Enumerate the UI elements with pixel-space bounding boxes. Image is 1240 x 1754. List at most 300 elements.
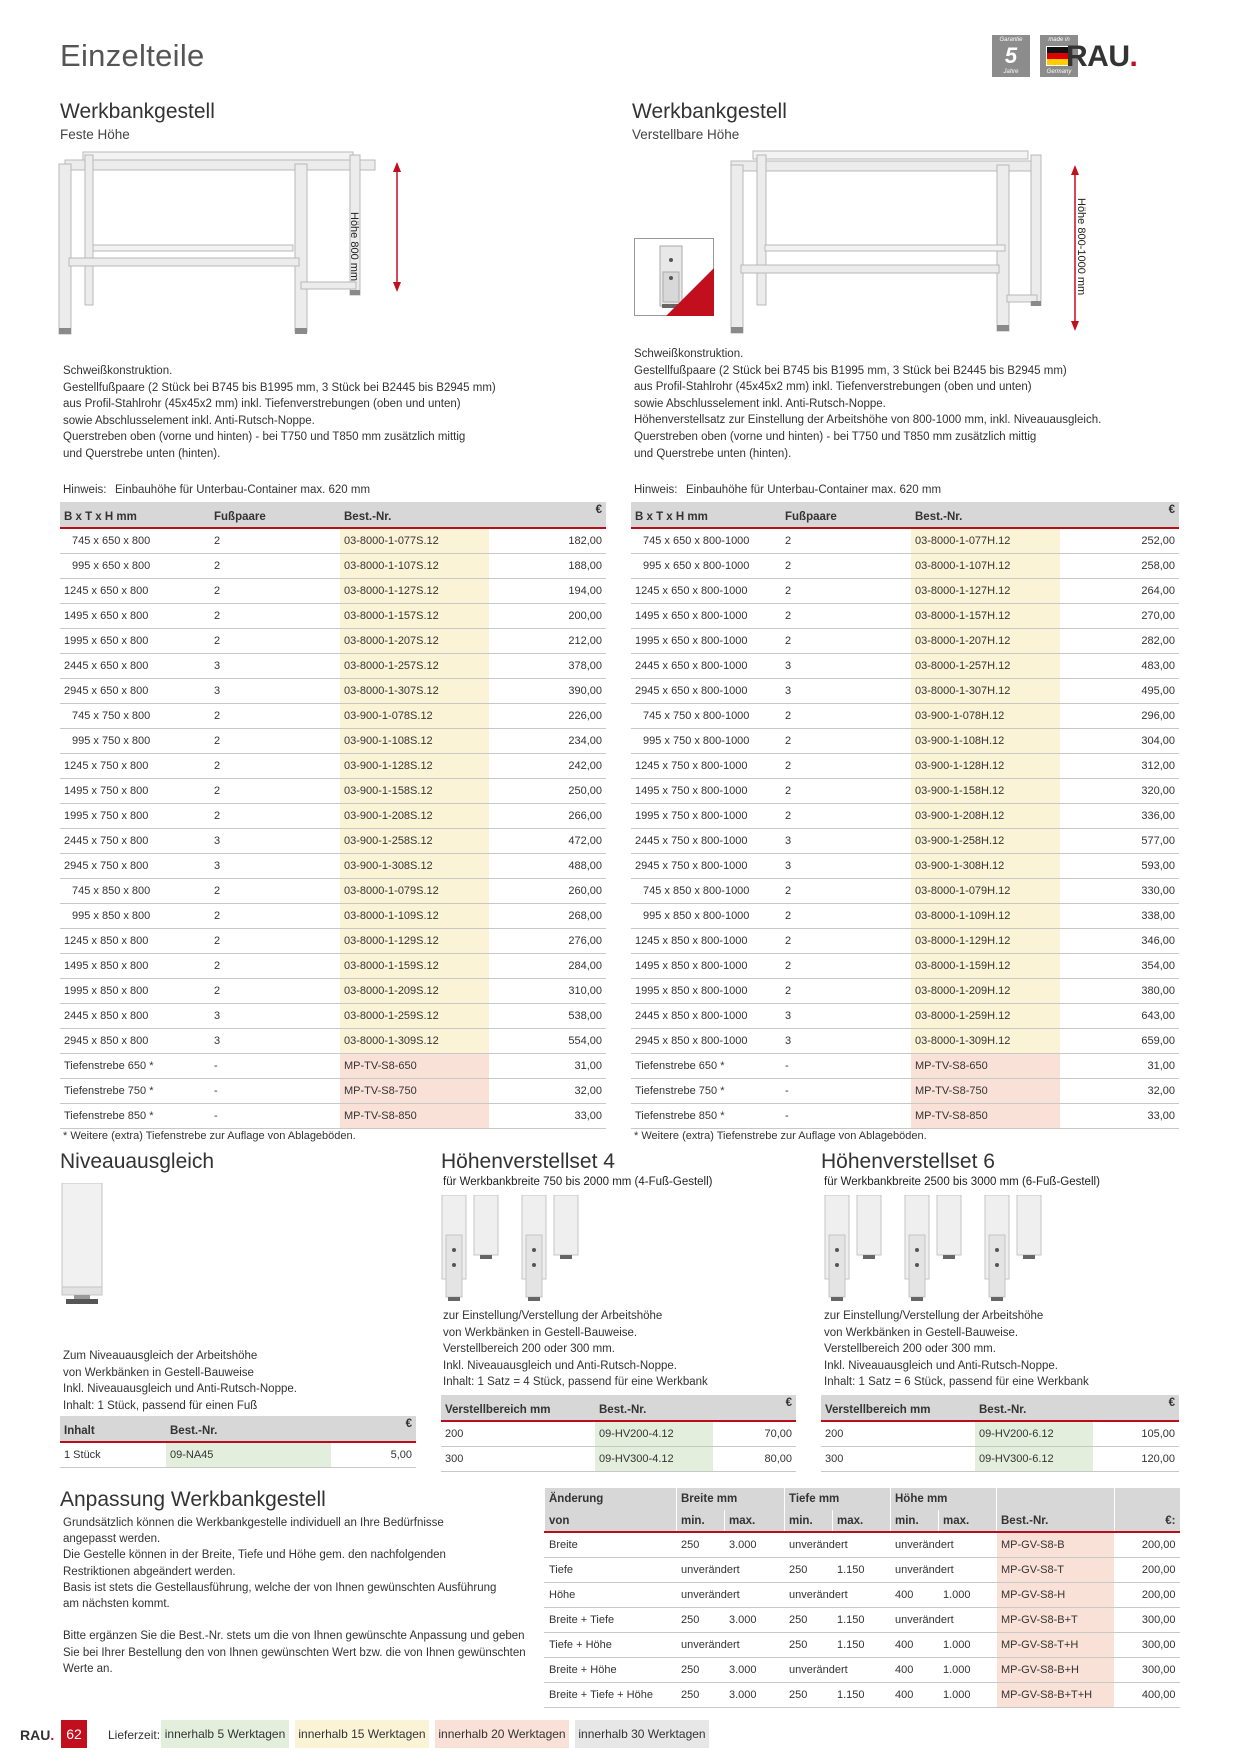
row-order-number: 09-HV200-6.12: [975, 1421, 1093, 1446]
row-pairs: 2: [781, 703, 911, 728]
row-price: 310,00: [489, 978, 606, 1003]
row-price: 234,00: [489, 728, 606, 753]
row-price: 188,00: [489, 553, 606, 578]
row-price: 194,00: [489, 578, 606, 603]
row-price: 488,00: [489, 853, 606, 878]
table-row: [60, 578, 606, 603]
row-pairs: 2: [210, 728, 340, 753]
row-price: 312,00: [1060, 753, 1179, 778]
row-order-number: 03-8000-1-157H.12: [911, 603, 1060, 628]
verst-title: Werkbankgestell: [632, 100, 787, 123]
row-pairs: 2: [781, 778, 911, 803]
col-nr: Best.-Nr.: [997, 1510, 1115, 1532]
row-order-number: 03-900-1-258S.12: [340, 828, 489, 853]
col-nr: Best.-Nr.: [166, 1416, 331, 1442]
row-order-number: 09-HV300-6.12: [975, 1446, 1093, 1471]
row-dimension: 2445 x 850 x 800-1000: [631, 1003, 781, 1028]
col-dim: B x T x H mm: [60, 502, 210, 528]
row-price: 120,00: [1093, 1446, 1179, 1471]
row-price: 182,00: [489, 528, 606, 553]
table-row: [545, 1532, 1180, 1557]
row-price: 268,00: [489, 903, 606, 928]
row-order-number: 03-8000-1-157S.12: [340, 603, 489, 628]
table-row: [60, 753, 606, 778]
row-price: 260,00: [489, 878, 606, 903]
row-dimension: Tiefenstrebe 650 *: [631, 1053, 781, 1078]
row-pairs: 3: [781, 828, 911, 853]
table-row: [631, 553, 1179, 578]
hv6-subtitle: für Werkbankbreite 2500 bis 3000 mm (6-Fuß-Gestell): [824, 1176, 1100, 1188]
guarantee-bottom-text: Jahre: [1003, 69, 1019, 75]
row-dimension: 995 x 850 x 800: [60, 903, 210, 928]
hv6-price-table: [821, 1395, 1179, 1472]
row-order-number: 03-8000-1-209H.12: [911, 978, 1060, 1003]
col-verstellbereich: Verstellbereich mm: [441, 1395, 595, 1421]
row-pairs: 2: [210, 953, 340, 978]
row-pairs: 2: [781, 728, 911, 753]
table-row: [821, 1446, 1179, 1471]
row-pairs: 2: [210, 703, 340, 728]
table-row: [631, 828, 1179, 853]
row-order-number: 03-8000-1-079H.12: [911, 878, 1060, 903]
hv4-subtitle: für Werkbankbreite 750 bis 2000 mm (4-Fuß-Gestell): [443, 1176, 713, 1188]
row-tiefe-unchanged: unverändert: [785, 1582, 891, 1607]
row-pairs: 2: [781, 578, 911, 603]
row-price: 270,00: [1060, 603, 1179, 628]
row-price: 346,00: [1060, 928, 1179, 953]
table-row: [60, 1003, 606, 1028]
table-row: [631, 628, 1179, 653]
row-pairs: 3: [210, 853, 340, 878]
row-order-number: 03-8000-1-259S.12: [340, 1003, 489, 1028]
table-row: [631, 803, 1179, 828]
niveau-title: Niveauausgleich: [60, 1150, 215, 1173]
table-row: [60, 703, 606, 728]
row-order-number: MP-TV-S8-650: [911, 1053, 1060, 1078]
row-order-number: 03-8000-1-257S.12: [340, 653, 489, 678]
row-order-number: 09-HV300-4.12: [595, 1446, 713, 1471]
row-pairs: 3: [781, 678, 911, 703]
row-pairs: 3: [210, 1003, 340, 1028]
row-pairs: 3: [781, 853, 911, 878]
row-price: 70,00: [713, 1421, 796, 1446]
hv6-title: Höhenverstellset 6: [821, 1150, 995, 1173]
row-price: 643,00: [1060, 1003, 1179, 1028]
rau-logo-text: RAU: [1066, 40, 1130, 73]
row-price: 304,00: [1060, 728, 1179, 753]
row-price: 252,00: [1060, 528, 1179, 553]
row-pairs: 2: [210, 803, 340, 828]
row-price: 336,00: [1060, 803, 1179, 828]
table-row: [60, 978, 606, 1003]
row-dimension: 1995 x 850 x 800: [60, 978, 210, 1003]
row-order-number: 03-8000-1-209S.12: [340, 978, 489, 1003]
table-row: [631, 1053, 1179, 1078]
verst-hint-label: Hinweis:: [634, 484, 678, 496]
row-dimension: 745 x 850 x 800: [60, 878, 210, 903]
col-eur: €: [1060, 502, 1179, 528]
page-footer: [0, 1720, 1240, 1748]
row-breite-min: 250: [677, 1682, 725, 1707]
fest-hint-label: Hinweis:: [63, 484, 107, 496]
col-nr: Best.-Nr.: [340, 502, 489, 528]
row-breite-unchanged: unverändert: [677, 1557, 785, 1582]
table-row: [60, 728, 606, 753]
row-change-label: Breite + Tiefe + Höhe: [545, 1682, 677, 1707]
row-price: 300,00: [1115, 1607, 1180, 1632]
row-breite-min: 250: [677, 1607, 725, 1632]
made-in-text: made in: [1048, 37, 1070, 43]
row-price: 659,00: [1060, 1028, 1179, 1053]
row-order-number: 03-8000-1-159H.12: [911, 953, 1060, 978]
row-pairs: 3: [210, 828, 340, 853]
height-adjust-set-4-image: [440, 1195, 590, 1310]
table-row: [631, 1003, 1179, 1028]
row-price: 472,00: [489, 828, 606, 853]
row-price: 593,00: [1060, 853, 1179, 878]
col-nr: Best.-Nr.: [975, 1395, 1093, 1421]
row-price: 296,00: [1060, 703, 1179, 728]
col-hoehe-min: min.: [891, 1510, 939, 1532]
delivery-chip-30: innerhalb 30 Werktagen: [575, 1720, 709, 1748]
row-dimension: Tiefenstrebe 650 *: [60, 1053, 210, 1078]
fest-title: Werkbankgestell: [60, 100, 215, 123]
row-tiefe-max: 1.150: [833, 1557, 891, 1582]
row-order-number: 03-900-1-108S.12: [340, 728, 489, 753]
row-dimension: 1245 x 650 x 800-1000: [631, 578, 781, 603]
workbench-frame-adjustable-image: [725, 145, 1085, 355]
delivery-chip-20: innerhalb 20 Werktagen: [435, 1720, 569, 1748]
row-dimension: Tiefenstrebe 750 *: [631, 1078, 781, 1103]
table-row: [631, 728, 1179, 753]
row-dimension: 2445 x 650 x 800-1000: [631, 653, 781, 678]
row-breite-unchanged: unverändert: [677, 1632, 785, 1657]
table-row: [631, 1103, 1179, 1128]
row-pairs: -: [210, 1103, 340, 1128]
row-tiefe-min: 250: [785, 1632, 833, 1657]
lieferzeit-label: Lieferzeit:: [108, 1728, 161, 1742]
table-row: [631, 1028, 1179, 1053]
row-hoehe-unchanged: unverändert: [891, 1557, 997, 1582]
fest-hint-text: Einbauhöhe für Unterbau-Container max. 620 mm: [115, 484, 371, 496]
row-order-number: 03-8000-1-079S.12: [340, 878, 489, 903]
table-row: [60, 953, 606, 978]
row-dimension: 1495 x 850 x 800: [60, 953, 210, 978]
row-value: 300: [441, 1446, 595, 1471]
row-pairs: 2: [781, 603, 911, 628]
row-breite-min: 250: [677, 1532, 725, 1557]
row-price: 483,00: [1060, 653, 1179, 678]
niveau-price-table: [60, 1416, 416, 1468]
row-order-number: MP-TV-S8-850: [340, 1103, 489, 1128]
table-row: [60, 553, 606, 578]
row-dimension: 1495 x 750 x 800: [60, 778, 210, 803]
row-pairs: 2: [210, 603, 340, 628]
row-price: 495,00: [1060, 678, 1179, 703]
row-dimension: 1495 x 750 x 800-1000: [631, 778, 781, 803]
row-tiefe-max: 1.150: [833, 1607, 891, 1632]
row-order-number: MP-GV-S8-B+T: [997, 1607, 1115, 1632]
row-order-number: 03-8000-1-129H.12: [911, 928, 1060, 953]
row-order-number: 03-8000-1-207H.12: [911, 628, 1060, 653]
row-hoehe-max: 1.000: [939, 1682, 997, 1707]
row-pairs: 2: [210, 778, 340, 803]
row-pairs: 2: [210, 928, 340, 953]
table-row: [631, 703, 1179, 728]
row-breite-max: 3.000: [725, 1607, 785, 1632]
table-row: [60, 853, 606, 878]
verst-hint: [634, 484, 941, 496]
table-row: [821, 1421, 1179, 1446]
row-dimension: 1995 x 650 x 800: [60, 628, 210, 653]
rau-logo: RAU.: [1066, 40, 1138, 73]
page-title: Einzelteile: [60, 38, 205, 73]
row-pairs: 2: [781, 753, 911, 778]
row-order-number: MP-GV-S8-B: [997, 1532, 1115, 1557]
verst-description: Schweißkonstruktion. Gestellfußpaare (2 Stück bei B745 bis B1995 mm, 3 Stück bei B2445 bis B2945 mm) aus Profil-Stahlrohr (45x45x2 mm) inkl. Tiefenverstrebungen (oben und unten) sowie Abschlusselement inkl. Anti-Rutsch-Noppe. Höhenverstellsatz zur Einstellung der Arbeitshöhe von 800-1000 mm, inkl. Niveauausgleich. Querstreben oben (vorne und hinten) - bei T750 und T850 mm zusätzlich mittig und Querstrebe unten (hinten).: [634, 348, 1102, 460]
row-dimension: 2445 x 750 x 800-1000: [631, 828, 781, 853]
row-order-number: 03-900-1-158S.12: [340, 778, 489, 803]
guarantee-top-text: Garantie: [999, 37, 1023, 43]
table-row: [545, 1557, 1180, 1582]
row-pairs: 2: [210, 878, 340, 903]
row-price: 105,00: [1093, 1421, 1179, 1446]
table-row: [60, 1103, 606, 1128]
table-row: [631, 528, 1179, 553]
row-price: 200,00: [1115, 1557, 1180, 1582]
row-pairs: 3: [781, 1028, 911, 1053]
row-breite-max: 3.000: [725, 1682, 785, 1707]
row-hoehe-unchanged: unverändert: [891, 1607, 997, 1632]
row-pairs: 3: [781, 1003, 911, 1028]
row-value: 200: [441, 1421, 595, 1446]
table-row: [60, 928, 606, 953]
table-row: [60, 903, 606, 928]
row-dimension: 2945 x 650 x 800-1000: [631, 678, 781, 703]
footer-brand: RAU.: [20, 1727, 55, 1743]
row-order-number: 03-8000-1-077S.12: [340, 528, 489, 553]
row-hoehe-max: 1.000: [939, 1582, 997, 1607]
row-price: 212,00: [489, 628, 606, 653]
row-price: 258,00: [1060, 553, 1179, 578]
row-change-label: Breite + Höhe: [545, 1657, 677, 1682]
row-pairs: 3: [210, 678, 340, 703]
row-order-number: MP-TV-S8-750: [340, 1078, 489, 1103]
row-dimension: 1995 x 750 x 800: [60, 803, 210, 828]
row-order-number: 03-8000-1-109S.12: [340, 903, 489, 928]
row-pairs: 2: [781, 878, 911, 903]
row-pairs: 2: [781, 628, 911, 653]
row-price: 31,00: [489, 1053, 606, 1078]
row-price: 266,00: [489, 803, 606, 828]
row-dimension: 995 x 650 x 800-1000: [631, 553, 781, 578]
row-dimension: 995 x 750 x 800-1000: [631, 728, 781, 753]
row-price: 33,00: [489, 1103, 606, 1128]
col-eur: €: [489, 502, 606, 528]
page-number: 62: [61, 1720, 87, 1748]
row-price: 380,00: [1060, 978, 1179, 1003]
row-pairs: -: [781, 1078, 911, 1103]
row-price: 200,00: [1115, 1582, 1180, 1607]
row-dimension: 1245 x 850 x 800: [60, 928, 210, 953]
row-order-number: 03-900-1-208S.12: [340, 803, 489, 828]
row-order-number: MP-TV-S8-850: [911, 1103, 1060, 1128]
row-order-number: 09-NA45: [166, 1442, 331, 1467]
row-price: 378,00: [489, 653, 606, 678]
row-hoehe-min: 400: [891, 1582, 939, 1607]
row-dimension: 1245 x 750 x 800-1000: [631, 753, 781, 778]
fest-height-label: Höhe 800 mm: [348, 212, 360, 282]
row-pairs: 2: [781, 928, 911, 953]
table-row: [441, 1446, 796, 1471]
row-order-number: 03-8000-1-159S.12: [340, 953, 489, 978]
row-order-number: 03-8000-1-307S.12: [340, 678, 489, 703]
row-order-number: MP-GV-S8-T: [997, 1557, 1115, 1582]
table-row: [545, 1607, 1180, 1632]
table-row: [441, 1421, 796, 1446]
row-pairs: 2: [210, 553, 340, 578]
row-dimension: 2445 x 750 x 800: [60, 828, 210, 853]
verst-price-table: [631, 502, 1179, 1129]
row-order-number: 03-900-1-128H.12: [911, 753, 1060, 778]
row-change-label: Tiefe: [545, 1557, 677, 1582]
hv4-title: Höhenverstellset 4: [441, 1150, 615, 1173]
row-price: 390,00: [489, 678, 606, 703]
row-pairs: 2: [781, 903, 911, 928]
row-dimension: 2945 x 750 x 800-1000: [631, 853, 781, 878]
row-dimension: 1495 x 850 x 800-1000: [631, 953, 781, 978]
row-price: 226,00: [489, 703, 606, 728]
table-row: [60, 1442, 416, 1467]
row-price: 242,00: [489, 753, 606, 778]
row-dimension: 1245 x 850 x 800-1000: [631, 928, 781, 953]
row-hoehe-max: 1.000: [939, 1632, 997, 1657]
table-row: [631, 778, 1179, 803]
row-dimension: Tiefenstrebe 750 *: [60, 1078, 210, 1103]
row-price: 80,00: [713, 1446, 796, 1471]
row-price: 400,00: [1115, 1682, 1180, 1707]
row-order-number: 03-900-1-078H.12: [911, 703, 1060, 728]
row-order-number: 03-900-1-128S.12: [340, 753, 489, 778]
anpassung-description: Grundsätzlich können die Werkbankgestelle individuell an Ihre Bedürfnisse angepasst werden. Die Gestelle können in der Breite, Tiefe und Höhe gem. den nachfolgenden Restriktionen abgeändert werden. Basis ist stets die Gestellausführung, welche der von Ihnen gewünschten Ausführung am nächsten kommt. Bitte ergänzen Sie die Best.-Nr. stets um die von Ihnen gewünschte Anpassung und geben Sie bei Ihrer Bestellung den von Ihnen gewünschten Wert bzw. die von Ihnen gewünschten Werte an.: [63, 1517, 526, 1675]
table-row: [60, 1078, 606, 1103]
verst-subtitle: Verstellbare Höhe: [632, 127, 740, 142]
table-row: [60, 878, 606, 903]
row-hoehe-unchanged: unverändert: [891, 1532, 997, 1557]
row-order-number: MP-GV-S8-B+T+H: [997, 1682, 1115, 1707]
row-price: 538,00: [489, 1003, 606, 1028]
row-breite-min: 250: [677, 1657, 725, 1682]
row-order-number: 03-8000-1-127S.12: [340, 578, 489, 603]
table-row: [60, 603, 606, 628]
row-price: 577,00: [1060, 828, 1179, 853]
height-adjust-set-6-image: [823, 1195, 1063, 1310]
row-change-label: Höhe: [545, 1582, 677, 1607]
row-breite-max: 3.000: [725, 1532, 785, 1557]
row-order-number: 03-8000-1-109H.12: [911, 903, 1060, 928]
row-price: 33,00: [1060, 1103, 1179, 1128]
table-row: [631, 978, 1179, 1003]
row-pairs: 2: [210, 578, 340, 603]
row-hoehe-max: 1.000: [939, 1657, 997, 1682]
table-row: [545, 1582, 1180, 1607]
col-von: von: [545, 1510, 677, 1532]
row-order-number: 03-900-1-308H.12: [911, 853, 1060, 878]
row-dimension: 995 x 650 x 800: [60, 553, 210, 578]
row-change-label: Breite: [545, 1532, 677, 1557]
table-row: [631, 678, 1179, 703]
table-row: [631, 928, 1179, 953]
row-tiefe-min: 250: [785, 1682, 833, 1707]
row-order-number: 03-8000-1-207S.12: [340, 628, 489, 653]
col-nr: Best.-Nr.: [595, 1395, 713, 1421]
row-dimension: Tiefenstrebe 850 *: [60, 1103, 210, 1128]
row-price: 276,00: [489, 928, 606, 953]
row-price: 32,00: [489, 1078, 606, 1103]
row-pairs: -: [210, 1053, 340, 1078]
row-tiefe-min: 250: [785, 1607, 833, 1632]
row-dimension: 2945 x 850 x 800-1000: [631, 1028, 781, 1053]
col-aenderung: Änderung: [545, 1488, 677, 1510]
table-row: [545, 1682, 1180, 1707]
col-eur: €: [713, 1395, 796, 1421]
table-row: [631, 603, 1179, 628]
row-pairs: 2: [781, 953, 911, 978]
row-price: 250,00: [489, 778, 606, 803]
table-row: [631, 653, 1179, 678]
row-value: 300: [821, 1446, 975, 1471]
row-order-number: 03-8000-1-127H.12: [911, 578, 1060, 603]
col-verstellbereich: Verstellbereich mm: [821, 1395, 975, 1421]
row-price: 338,00: [1060, 903, 1179, 928]
row-dimension: 745 x 750 x 800: [60, 703, 210, 728]
col-breite: Breite mm: [677, 1488, 785, 1510]
anpassung-title: Anpassung Werkbankgestell: [60, 1488, 326, 1511]
guarantee-number: 5: [1004, 43, 1018, 68]
col-hoehe-max: max.: [939, 1510, 997, 1532]
table-row: [60, 1053, 606, 1078]
row-price: 284,00: [489, 953, 606, 978]
row-order-number: MP-GV-S8-H: [997, 1582, 1115, 1607]
row-order-number: MP-GV-S8-T+H: [997, 1632, 1115, 1657]
row-order-number: 03-8000-1-259H.12: [911, 1003, 1060, 1028]
table-row: [631, 878, 1179, 903]
row-order-number: 03-900-1-258H.12: [911, 828, 1060, 853]
row-pairs: 2: [781, 553, 911, 578]
row-order-number: 03-8000-1-309S.12: [340, 1028, 489, 1053]
row-hoehe-min: 400: [891, 1682, 939, 1707]
footer-brand-text: RAU: [20, 1727, 51, 1743]
fest-hint: [63, 484, 370, 496]
table-row: [60, 778, 606, 803]
row-price: 264,00: [1060, 578, 1179, 603]
niveau-description: Zum Niveauausgleich der Arbeitshöhe von Werkbänken in Gestell-Bauweise Inkl. Niveauausgleich und Anti-Rutsch-Noppe. Inhalt: 1 Stück, passend für einen Fuß: [63, 1350, 297, 1412]
fest-subtitle: Feste Höhe: [60, 127, 130, 142]
row-price: 300,00: [1115, 1657, 1180, 1682]
row-order-number: 03-900-1-078S.12: [340, 703, 489, 728]
row-price: 5,00: [331, 1442, 416, 1467]
row-value: 200: [821, 1421, 975, 1446]
row-dimension: 1995 x 850 x 800-1000: [631, 978, 781, 1003]
table-row: [60, 628, 606, 653]
row-dimension: 995 x 850 x 800-1000: [631, 903, 781, 928]
row-order-number: 03-8000-1-107H.12: [911, 553, 1060, 578]
row-pairs: 2: [781, 803, 911, 828]
col-eur: €: [1093, 1395, 1179, 1421]
col-dim: B x T x H mm: [631, 502, 781, 528]
fest-description: Schweißkonstruktion. Gestellfußpaare (2 Stück bei B745 bis B1995 mm, 3 Stück bei B2445 bis B2945 mm) aus Profil-Stahlrohr (45x45x2 mm) inkl. Tiefenverstrebungen (oben und unten) sowie Abschlusselement inkl. Anti-Rutsch-Noppe. Querstreben oben (vorne und hinten) - bei T750 und T850 mm zusätzlich mittig und Querstrebe unten (hinten).: [63, 365, 496, 460]
row-dimension: 2945 x 750 x 800: [60, 853, 210, 878]
